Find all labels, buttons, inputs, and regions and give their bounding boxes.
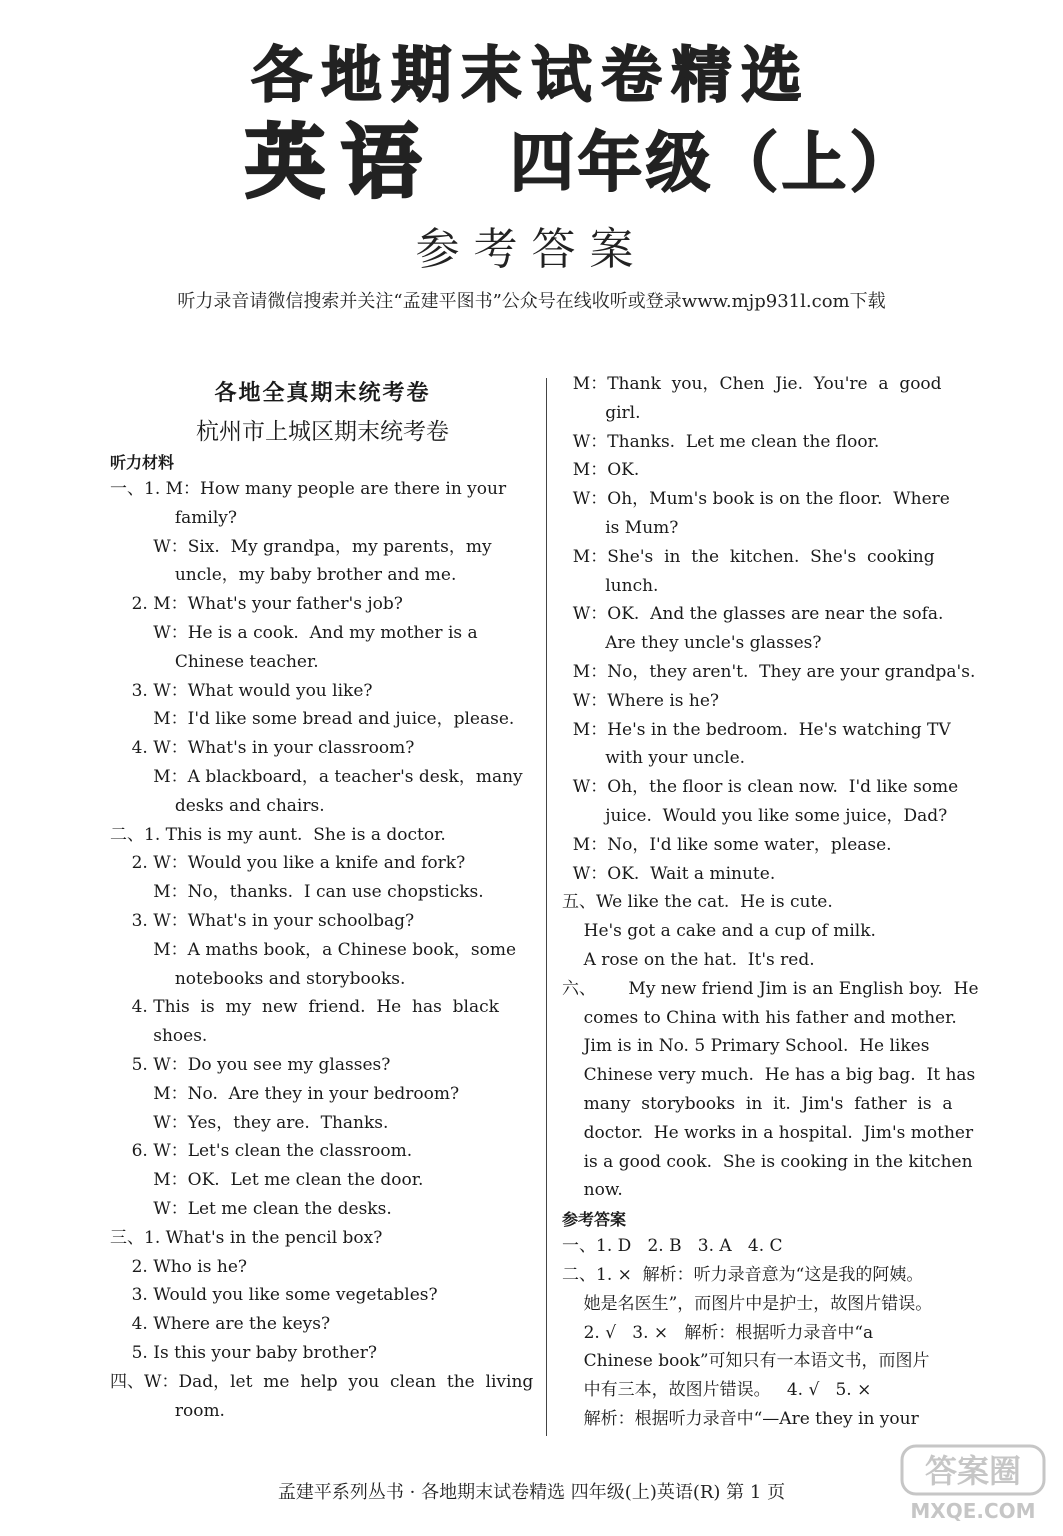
text-line: W：He is a cook. And my mother is a <box>110 622 478 643</box>
text-line: girl. <box>562 402 641 423</box>
text-line: desks and chairs. <box>110 795 325 816</box>
text-line: notebooks and storybooks. <box>110 968 406 989</box>
right-column <box>562 370 982 1434</box>
text-line: 中有三本，故图片错误。 4. √ 5. × <box>562 1380 872 1401</box>
text-line: family? <box>110 507 237 528</box>
text-line: 4. This is my new friend. He has black <box>110 997 499 1018</box>
grade-title: 四年级（上） <box>510 127 918 201</box>
text-line: M：No，they aren't. They are your grandpa's. <box>562 661 976 682</box>
text-line: M：OK. Let me clean the door. <box>110 1170 424 1191</box>
text-line: M：OK. <box>562 460 640 481</box>
left-column <box>110 370 535 1425</box>
text-line: 六、 My new friend Jim is an English boy. He <box>562 978 979 999</box>
text-line: M：No，thanks. I can use chopsticks. <box>110 882 484 903</box>
text-line: 5. W：Do you see my glasses? <box>110 1054 391 1075</box>
text-line: 3. W：What's in your schoolbag? <box>110 910 415 931</box>
column-divider <box>546 378 547 1436</box>
text-line: now. <box>562 1180 623 1201</box>
text-line: W：Oh，the floor is clean now. I'd like some <box>562 777 959 798</box>
text-line: W：Oh，Mum's book is on the floor. Where <box>562 489 950 510</box>
text-line: M：No. Are they in your bedroom? <box>110 1083 460 1104</box>
section-title: 各地全真期末统考卷 <box>214 381 431 406</box>
text-line: M：No，I'd like some water，please. <box>562 834 892 855</box>
text-line: 她是名医生”，而图片中是护士，故图片错误。 <box>562 1293 933 1314</box>
text-line: 3. Would you like some vegetables? <box>110 1285 438 1306</box>
text-line: He's got a cake and a cup of milk. <box>562 921 876 942</box>
listening-material-label: 听力材料 <box>110 453 175 472</box>
left-text-lines <box>110 475 535 1425</box>
text-line: 一、1. M：How many people are there in your <box>110 479 507 499</box>
text-line: Chinese book”可知只有一本语文书，而图片 <box>562 1351 930 1372</box>
page-footer: 孟建平系列丛书 · 各地期末试卷精选 四年级(上)英语(R) 第 1 页 <box>277 1482 786 1503</box>
text-line: juice. Would you like some juice，Dad? <box>562 805 948 826</box>
text-line: Chinese teacher. <box>110 651 319 672</box>
text-line: 二、1. × 解析：听力录音意为“这是我的阿姨。 <box>562 1264 924 1285</box>
text-line: W：Thanks. Let me clean the floor. <box>562 431 880 452</box>
watermark-logo <box>898 1440 1048 1525</box>
text-line: M：A blackboard，a teacher's desk，many <box>110 766 523 787</box>
text-line: comes to China with his father and mother. <box>562 1007 957 1028</box>
text-line: M：He's in the bedroom. He's watching TV <box>562 719 951 740</box>
text-line: M：I'd like some bread and juice，please. <box>110 709 515 730</box>
text-line: Jim is in No. 5 Primary School. He likes <box>562 1036 930 1057</box>
text-line: many storybooks in it. Jim's father is a <box>562 1093 953 1114</box>
answer-lines <box>562 1232 982 1434</box>
watermark-url: MXQE.COM <box>910 1499 1036 1523</box>
text-line: shoes. <box>110 1026 208 1047</box>
series-title: 各地期末试卷精选 <box>251 41 812 111</box>
text-line: 2. W：Would you like a knife and fork? <box>110 853 466 874</box>
text-line: M：She's in the kitchen. She's cooking <box>562 546 935 567</box>
text-line: uncle，my baby brother and me. <box>110 565 457 586</box>
text-line: lunch. <box>562 575 659 596</box>
answers-title: 参考答案 <box>415 224 648 275</box>
text-line: W：Six. My grandpa，my parents，my <box>110 536 492 557</box>
text-line: with your uncle. <box>562 748 746 769</box>
text-line: 五、We like the cat. He is cute. <box>562 892 833 913</box>
text-line: 二、1. This is my aunt. She is a doctor. <box>110 824 446 845</box>
text-line: A rose on the hat. It's red. <box>562 949 815 970</box>
text-line: 2. √ 3. × 解析：根据听力录音中“a <box>562 1322 874 1343</box>
text-line: 4. W：What's in your classroom? <box>110 738 415 759</box>
text-line: 2. Who is he? <box>110 1256 247 1277</box>
text-line: 四、W：Dad，let me help you clean the living <box>110 1371 534 1392</box>
text-line: 2. M：What's your father's job? <box>110 594 403 615</box>
text-line: 6. W：Let's clean the classroom. <box>110 1141 413 1162</box>
text-line: 5. Is this your baby brother? <box>110 1342 377 1363</box>
text-line: W：Yes，they are. Thanks. <box>110 1112 389 1133</box>
text-line: W：OK. And the glasses are near the sofa. <box>562 604 944 625</box>
exam-title: 杭州市上城区期末统考卷 <box>196 419 449 445</box>
answers-label: 参考答案 <box>562 1210 627 1230</box>
text-line: 一、1. D 2. B 3. A 4. C <box>562 1236 783 1257</box>
text-line: doctor. He works in a hospital. Jim's mother <box>562 1122 974 1143</box>
subject-grade-row <box>0 98 1063 209</box>
text-line: room. <box>110 1400 225 1421</box>
text-line: W：Let me clean the desks. <box>110 1198 392 1219</box>
text-line: 三、1. What's in the pencil box? <box>110 1227 383 1248</box>
subject-title: 英语 <box>245 116 437 209</box>
right-text-lines <box>562 370 982 1205</box>
text-line: is Mum? <box>562 517 679 538</box>
text-line: 3. W：What would you like? <box>110 680 373 701</box>
text-line: Chinese very much. He has a big bag. It has <box>562 1065 976 1086</box>
text-line: W：OK. Wait a minute. <box>562 863 776 884</box>
text-line: Are they uncle's glasses? <box>562 633 822 654</box>
text-line: is a good cook. She is cooking in the kitchen <box>562 1151 973 1172</box>
text-line: M：A maths book，a Chinese book，some <box>110 939 517 960</box>
text-line: M：Thank you，Chen Jie. You're a good <box>562 374 942 394</box>
text-line: W：Where is he? <box>562 690 720 711</box>
watermark-text: 答案圈 <box>924 1452 1022 1490</box>
download-note: 听力录音请微信搜索并关注“孟建平图书”公众号在线收听或登录www.mjp931l.com下载 <box>177 291 886 312</box>
text-line: 4. Where are the keys? <box>110 1314 331 1335</box>
text-line: 解析：根据听力录音中“—Are they in your <box>562 1408 919 1429</box>
